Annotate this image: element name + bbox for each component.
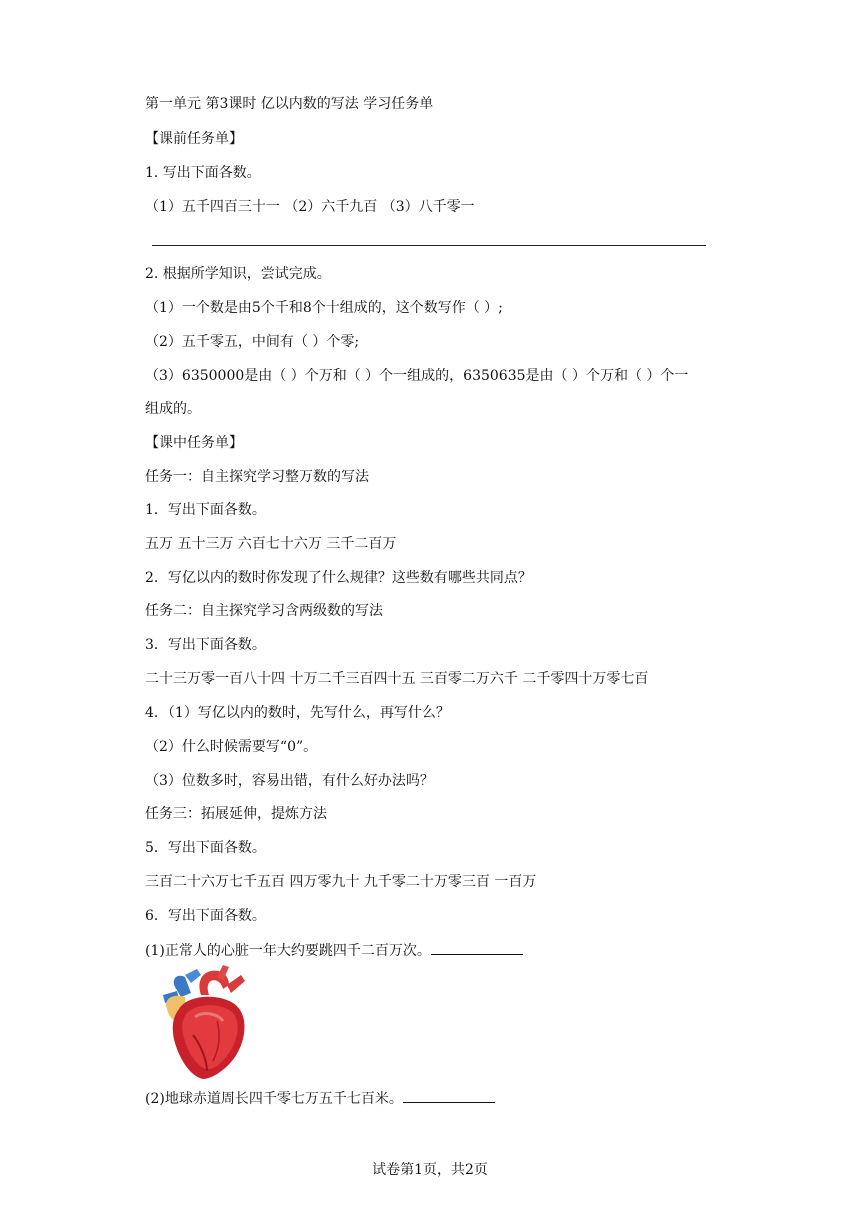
- pre-q1-prompt: 1. 写出下面各数。: [145, 165, 261, 181]
- page-footer: 试卷第1页，共2页: [372, 1162, 488, 1178]
- in-q3-items: 二十三万零一百八十四 十万二千三百四十五 三百零二万六千 二千零四十万零七百: [145, 671, 649, 687]
- answer-line: [152, 245, 706, 246]
- in-q4-3: （3）位数多时，容易出错，有什么好办法吗？: [145, 773, 434, 789]
- task2-title: 任务二：自主探究学习含两级数的写法: [145, 603, 383, 619]
- pre-q2-prompt: 2. 根据所学知识，尝试完成。: [145, 266, 331, 282]
- in-q6-2-text: (2)地球赤道周长四千零七万五千七百米。: [145, 1091, 403, 1107]
- heart-illustration: [157, 965, 253, 1081]
- in-q1-items: 五万 五十三万 六百七十六万 三千二百万: [145, 536, 397, 552]
- answer-blank[interactable]: [403, 1088, 495, 1103]
- in-q1-prompt: 1．写出下面各数。: [145, 502, 266, 518]
- in-q5-items: 三百二十六万七千五百 四万零九十 九千零二十万零三百 一百万: [145, 874, 537, 890]
- pre-q2-2: （2）五千零五，中间有（ ）个零;: [145, 334, 360, 350]
- pre-q2-1: （1）一个数是由5个千和8个十组成的，这个数写作（ ）;: [145, 300, 503, 316]
- pre-class-heading: 【课前任务单】: [145, 131, 243, 147]
- pre-q1-items: （1）五千四百三十一 （2）六千九百 （3）八千零一: [145, 199, 475, 215]
- in-q6-1-row: [145, 940, 523, 961]
- in-q4-1: 4．（1）写亿以内的数时，先写什么，再写什么？: [145, 705, 450, 721]
- pre-q2-3-line1: （3）6350000是由（ ）个万和（ ）个一组成的，6350635是由（ ）个万和（ ）个一: [145, 368, 689, 384]
- in-q6-1-text: (1)正常人的心脏一年大约要跳四千二百万次。: [145, 943, 431, 959]
- in-q6-prompt: 6．写出下面各数。: [145, 908, 266, 924]
- in-class-heading: 【课中任务单】: [145, 435, 243, 451]
- in-q5-prompt: 5．写出下面各数。: [145, 840, 266, 856]
- in-q2-prompt: 2．写亿以内的数时你发现了什么规律？这些数有哪些共同点？: [145, 570, 532, 586]
- in-q3-prompt: 3．写出下面各数。: [145, 637, 266, 653]
- answer-blank[interactable]: [431, 940, 523, 955]
- task3-title: 任务三：拓展延伸，提炼方法: [145, 806, 327, 822]
- in-q6-2-row: [145, 1088, 495, 1109]
- in-q4-2: （2）什么时候需要写“0”。: [145, 739, 318, 755]
- task1-title: 任务一：自主探究学习整万数的写法: [145, 469, 369, 485]
- worksheet-title: 第一单元 第3课时 亿以内数的写法 学习任务单: [145, 96, 434, 112]
- pre-q2-3-line2: 组成的。: [145, 401, 201, 417]
